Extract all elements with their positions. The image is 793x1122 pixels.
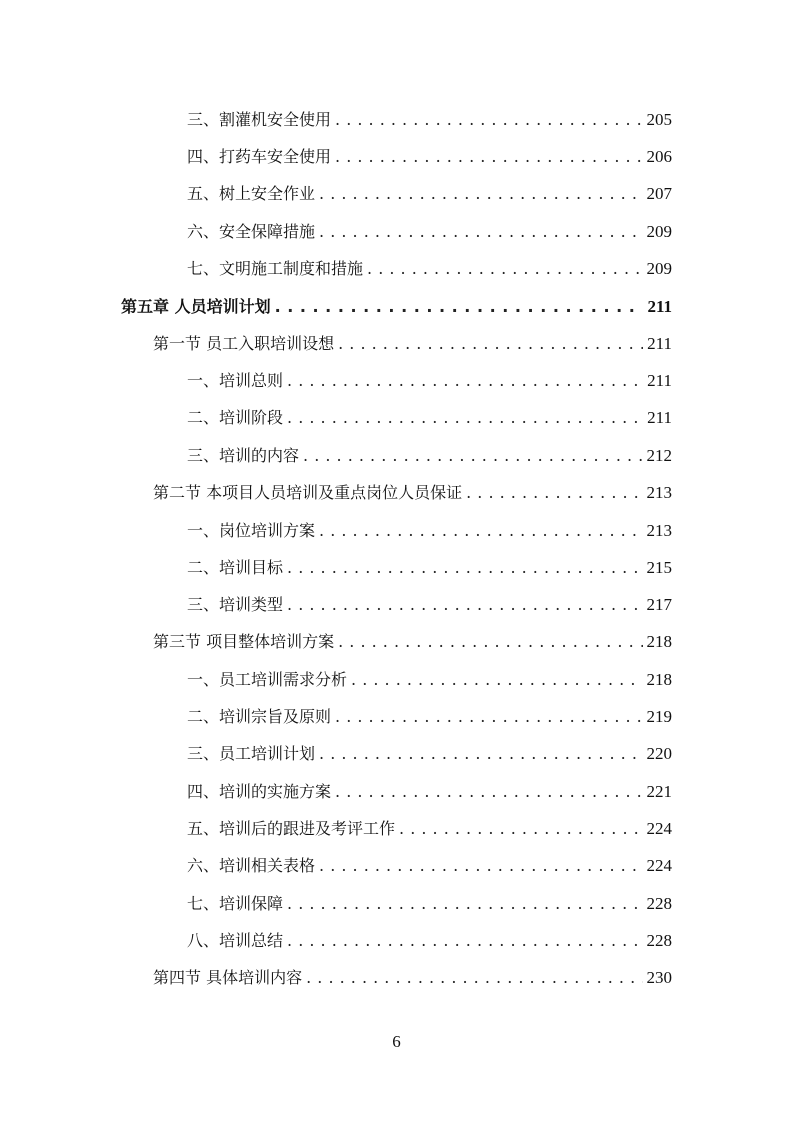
toc-entry-page: 224 [646, 856, 672, 875]
toc-entry-title: 六、培训相关表格 [187, 856, 316, 875]
toc-entry-item[interactable] [187, 595, 672, 615]
toc-entry-page: 211 [647, 297, 672, 316]
toc-entry-section[interactable] [153, 632, 672, 652]
toc-entry-section[interactable] [153, 334, 672, 354]
toc-entry-page: 218 [646, 670, 672, 689]
toc-entry-title: 第二节 本项目人员培训及重点岗位人员保证 [153, 483, 463, 502]
toc-entry-page: 228 [646, 931, 672, 950]
toc-entry-item[interactable] [187, 408, 672, 428]
dot-leader [367, 259, 642, 279]
toc-entry-title: 三、割灌机安全使用 [187, 110, 332, 129]
dot-leader [338, 632, 642, 652]
toc-entry-page: 207 [646, 184, 672, 203]
toc-entry-item[interactable] [187, 222, 672, 242]
toc-entry-item[interactable] [187, 782, 672, 802]
toc-entry-title: 三、员工培训计划 [187, 744, 316, 763]
dot-leader [303, 446, 642, 466]
dot-leader [306, 968, 642, 988]
dot-leader [287, 894, 642, 914]
toc-entry-section[interactable] [153, 968, 672, 988]
toc-entry-title: 四、培训的实施方案 [187, 782, 332, 801]
dot-leader [319, 521, 642, 541]
dot-leader [319, 856, 642, 876]
toc-entry-title: 二、培训宗旨及原则 [187, 707, 332, 726]
toc-entry-item[interactable] [187, 110, 672, 130]
toc-entry-page: 220 [646, 744, 672, 763]
toc-entry-item[interactable] [187, 259, 672, 279]
toc-entry-item[interactable] [187, 147, 672, 167]
page-number: 6 [392, 1032, 401, 1051]
toc-entry-item[interactable] [187, 184, 672, 204]
toc-entry-title: 二、培训目标 [187, 558, 284, 577]
dot-leader [351, 670, 642, 690]
toc-entry-page: 230 [646, 968, 672, 987]
toc-entry-item[interactable] [187, 670, 672, 690]
toc-entry-item[interactable] [187, 446, 672, 466]
toc-entry-page: 211 [647, 371, 672, 390]
toc-entry-item[interactable] [187, 931, 672, 951]
toc-entry-page: 211 [647, 334, 672, 353]
toc-entry-title: 一、岗位培训方案 [187, 521, 316, 540]
dot-leader [287, 558, 642, 578]
dot-leader [319, 184, 642, 204]
toc-entry-title: 第四节 具体培训内容 [153, 968, 303, 987]
toc-entry-item[interactable] [187, 819, 672, 839]
toc-entry-page: 217 [646, 595, 672, 614]
toc-entry-title: 一、员工培训需求分析 [187, 670, 348, 689]
toc-entry-title: 第五章 人员培训计划 [121, 297, 271, 316]
toc-entry-item[interactable] [187, 894, 672, 914]
toc-entry-page: 215 [646, 558, 672, 577]
toc-entry-title: 第三节 项目整体培训方案 [153, 632, 335, 651]
dot-leader [287, 408, 643, 428]
toc-entry-item[interactable] [187, 744, 672, 764]
toc-entry-title: 七、培训保障 [187, 894, 284, 913]
toc-entry-page: 205 [646, 110, 672, 129]
toc-entry-page: 206 [646, 147, 672, 166]
toc-entry-title: 第一节 员工入职培训设想 [153, 334, 335, 353]
dot-leader [335, 147, 642, 167]
dot-leader [287, 595, 642, 615]
dot-leader [399, 819, 642, 839]
dot-leader [338, 334, 643, 354]
toc-entry-page: 211 [647, 408, 672, 427]
dot-leader [319, 222, 642, 242]
toc-entry-title: 二、培训阶段 [187, 408, 284, 427]
toc-entry-item[interactable] [187, 558, 672, 578]
toc-entry-title: 四、打药车安全使用 [187, 147, 332, 166]
toc-entry-item[interactable] [187, 521, 672, 541]
toc-entry-page: 218 [646, 632, 672, 651]
toc-entry-page: 228 [646, 894, 672, 913]
dot-leader [335, 707, 642, 727]
toc-entry-page: 213 [646, 521, 672, 540]
toc-entry-title: 五、树上安全作业 [187, 184, 316, 203]
dot-leader [287, 371, 643, 391]
toc-entry-section[interactable] [153, 483, 672, 503]
toc-entry-page: 224 [646, 819, 672, 838]
dot-leader [287, 931, 642, 951]
toc-entry-chapter[interactable] [121, 297, 672, 317]
toc-entry-page: 213 [646, 483, 672, 502]
toc-entry-page: 212 [646, 446, 672, 465]
toc-entry-page: 219 [646, 707, 672, 726]
toc-entry-title: 三、培训的内容 [187, 446, 300, 465]
toc-entry-title: 三、培训类型 [187, 595, 284, 614]
toc-entry-page: 221 [646, 782, 672, 801]
toc-entry-title: 七、文明施工制度和措施 [187, 259, 364, 278]
dot-leader [466, 483, 642, 503]
toc-entry-page: 209 [646, 259, 672, 278]
dot-leader [335, 782, 642, 802]
toc-entry-page: 209 [646, 222, 672, 241]
toc-entry-item[interactable] [187, 371, 672, 391]
toc-entry-item[interactable] [187, 707, 672, 727]
toc-entry-title: 一、培训总则 [187, 371, 284, 390]
dot-leader [319, 744, 642, 764]
dot-leader [335, 110, 642, 130]
toc-entry-title: 五、培训后的跟进及考评工作 [187, 819, 396, 838]
toc-entry-title: 六、安全保障措施 [187, 222, 316, 241]
dot-leader [275, 297, 644, 317]
toc-entry-title: 八、培训总结 [187, 931, 284, 950]
toc-entry-item[interactable] [187, 856, 672, 876]
